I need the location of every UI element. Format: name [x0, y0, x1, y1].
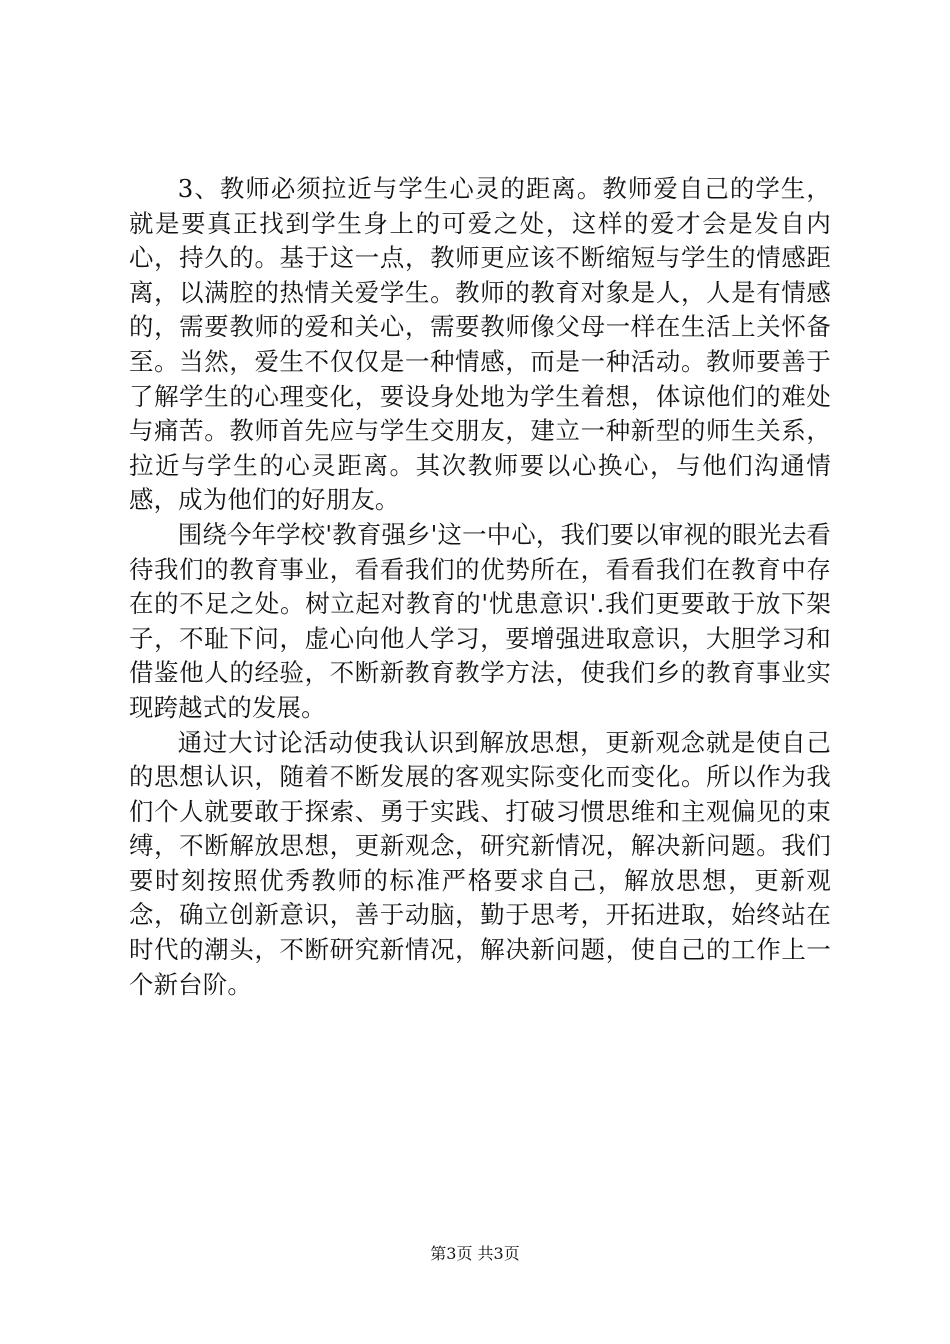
paragraph-1: 3、教师必须拉近与学生心灵的距离。教师爱自己的学生，就是要真正找到学生身上的可爱之处，这样的爱才会是发自内心，持久的。基于这一点，教师更应该不断缩短与学生的情感距离，以满腔的热情关爱学生。教师的教育对象是人，人是有情感的，需要教师的爱和关心，需要教师像父母一样在生活上关怀备至。当然，爱生不仅仅是一种情感，而是一种活动。教师要善于了解学生的心理变化，要设身处地为学生着想，体谅他们的难处与痛苦。教师首先应与学生交朋友，建立一种新型的师生关系，拉近与学生的心灵距离。其次教师要以心换心，与他们沟通情感，成为他们的好朋友。 — [129, 174, 831, 515]
paragraph-2: 围绕今年学校'教育强乡'这一中心，我们要以审视的眼光去看待我们的教育事业，看看我们的优势所在，看看我们在教育中存在的不足之处。树立起对教育的'忧患意识'.我们更要敢于放下架子，不耻下问，虚心向他人学习，要增强进取意识，大胆学习和借鉴他人的经验，不断新教育教学方法，使我们乡的教育事业实现跨越式的发展。 — [129, 519, 831, 722]
paragraph-3: 通过大讨论活动使我认识到解放思想，更新观念就是使自己的思想认识，随着不断发展的客观实际变化而变化。所以作为我们个人就要敢于探索、勇于实践、打破习惯思维和主观偏见的束缚，不断解放思想，更新观念，研究新情况，解决新问题。我们要时刻按照优秀教师的标准严格要求自己，解放思想，更新观念，确立创新意识，善于动脑，勤于思考，开拓进取，始终站在时代的潮头，不断研究新情况，解决新问题，使自己的工作上一个新台阶。 — [129, 727, 831, 999]
document-body — [129, 172, 831, 1002]
page-number-footer: 第3页 共3页 — [430, 1244, 520, 1263]
